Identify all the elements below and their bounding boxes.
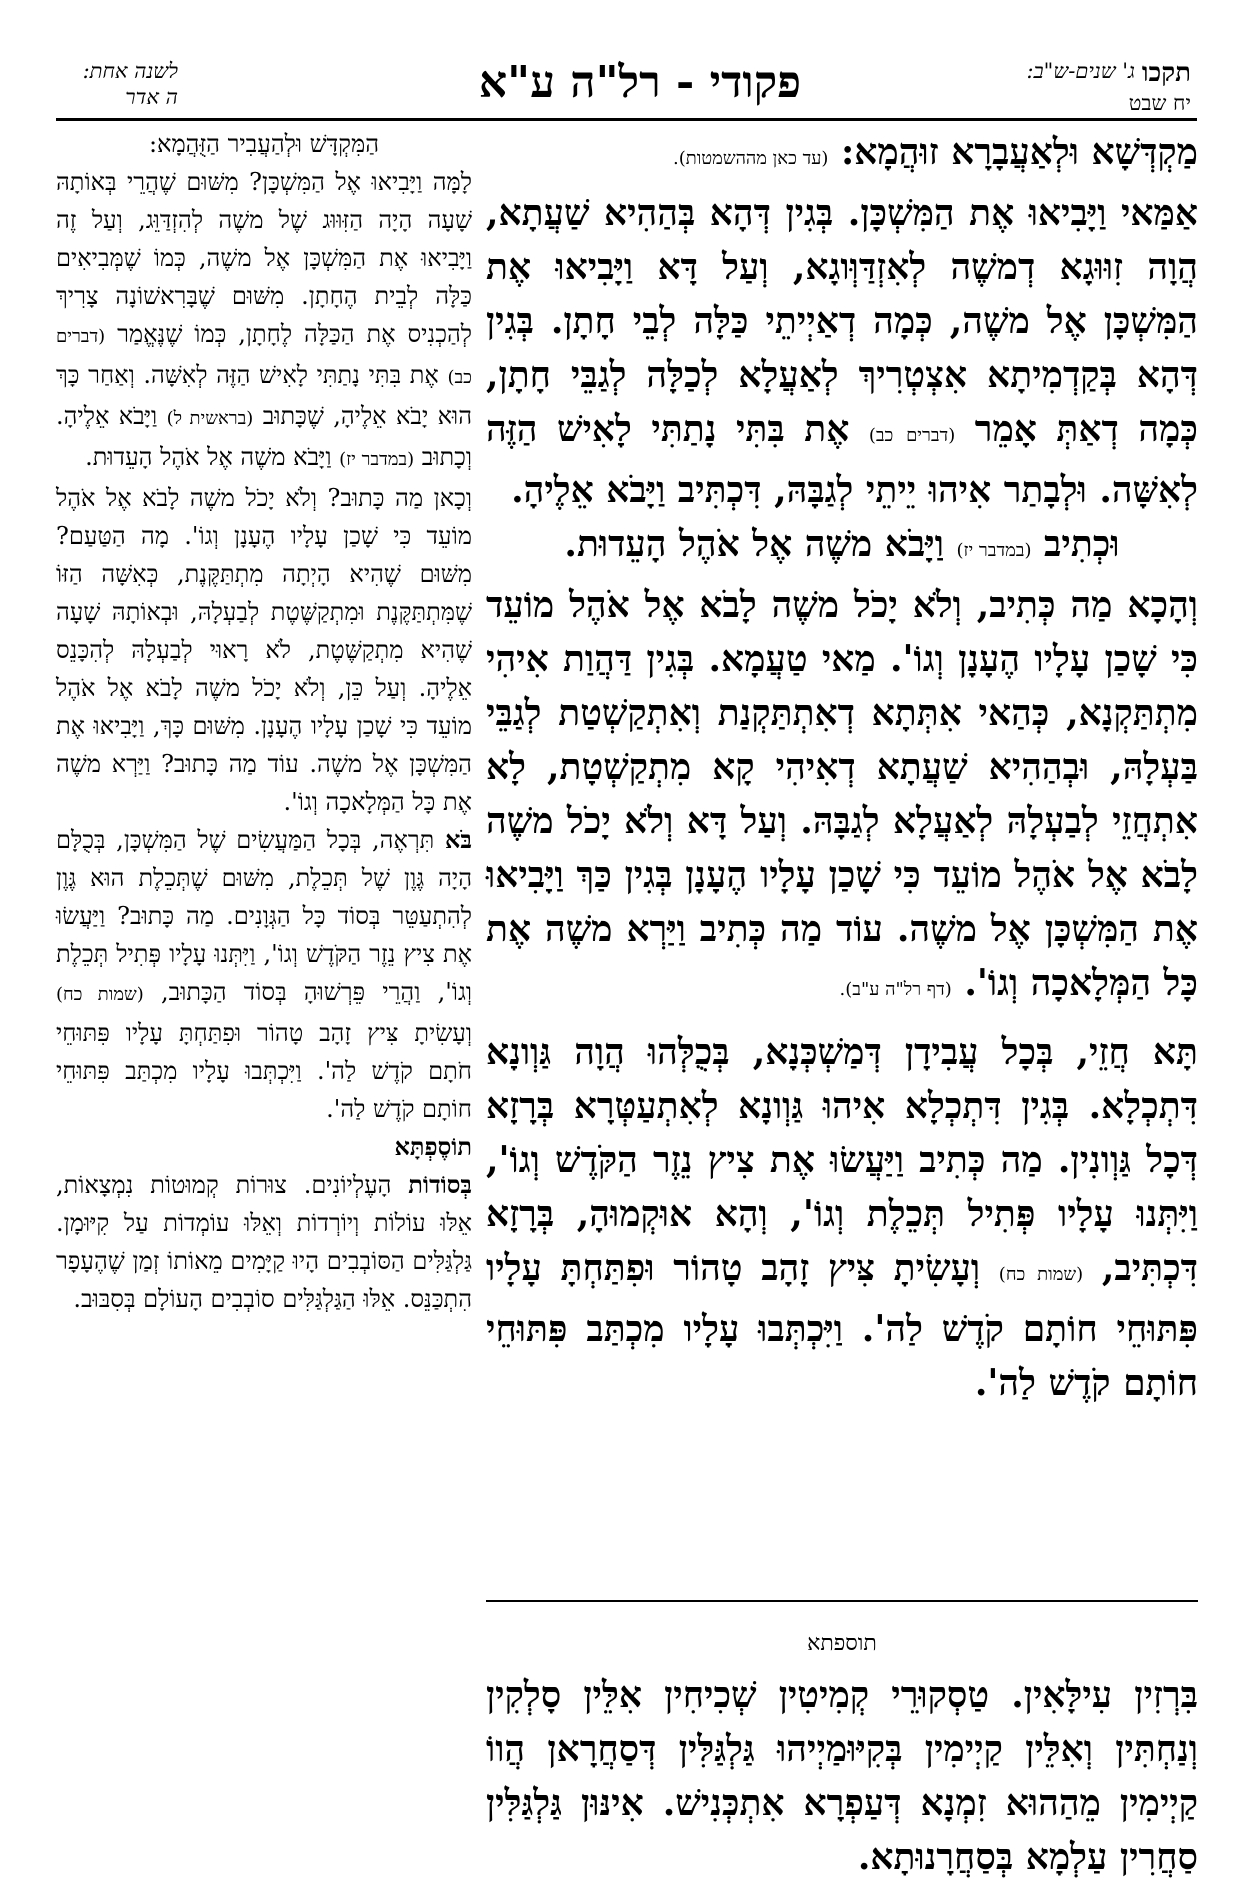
source-ref: (במדבר יז) <box>339 449 415 470</box>
main-paragraph <box>486 186 1198 517</box>
side-text: תִּרְאֶה, בְּכָל הַמַּעֲשִׂים שֶׁל הַמִּשְׁכָּן, בְּכֻלָּם הָיָה גֶּוֶן שֶׁל תְּכֵלֶת, מִשּׁוּם שֶׁתְּכֵלֶת הוּא גֶּוֶן לְהִתְעַטֵּר בְּסוֹד כָּל הַגְּוָנִים. מַה כָּתוּב? וַיַּעֲשׂוּ אֶת צִיץ נֵזֶר הַקֹּדֶשׁ וְגוֹ', וַיִּתְּנוּ עָלָיו פְּתִיל תְּכֵלֶת וְגוֹ', וַהֲרֵי פֵּרְשׁוּהָ בְּסוֹד הַכָּתוּב, <box>56 826 473 1006</box>
side-lead-word: בֹּא <box>445 825 472 854</box>
source-ref: (דברים כב) <box>868 425 956 446</box>
main-text: אַמַּאי וַיָּבִיאוּ אֶת הַמִּשְׁכָּן. בְּגִין דְּהָא בְּהַהִיא שַׁעֲתָא, הֲוָה זִוּוּגָא דְמשֶׁה לְאִזְדַּוְּוגָא, וְעַל דָּא וַיָּבִיאוּ אֶת הַמִּשְׁכָּן אֶל משֶׁה, כְּמָה דְאַיְיתֵי כַּלָּה לְבֵי חָתָן. בְּגִין דְּהָא בְּקַדְמִיתָא אִצְטְרִיךְ לְאַעֲלָא לְכַלָּה לְגַבֵּי חָתָן, כְּמָה דְאַתְּ אָמֵר <box>486 192 1198 450</box>
main-text: אֶת בִּתִּי נָתַתִּי לָאִישׁ הַזֶּה לְאִשָּׁה. וּלְבָתַר אִיהוּ יֵיתֵי לְגַבָּהּ, דִּכְתִּיב וַיָּבֹא אֵלֶיהָ. <box>486 408 1198 511</box>
side-text: וַיָּבֹא אֵלֶיהָ. וְכָתוּב <box>56 402 472 471</box>
side-heading: הַמִּקְדָּשׁ וּלְהַעֲבִיר הַזֻּהֲמָא: <box>148 130 380 158</box>
study-date: ה אדר <box>125 85 178 109</box>
main-text: וּכְתִיב <box>1044 523 1120 565</box>
main-text: וַיָּבֹא משֶׁה אֶל אֹהֶל הָעֵדוּת. <box>564 523 944 565</box>
side-paragraph <box>56 479 472 821</box>
main-text: תָּא חֲזֵי, בְּכָל עֲבִידָן דְּמַשְׁכְּנָא, בְּכֻלְּהוּ הֲוָה גַּוְונָא דִּתְכְלָא. בְּגִין דִּתְכְלָא אִיהוּ גַּוְונָא לְאִתְעַטְּרָא בְּרָזָא דְּכָל גַּוְונִין. מַה כְּתִיב וַיַּעֲשׂוּ אֶת צִיץ נֵזֶר הַקֹּדֶשׁ וְגוֹ', וַיִּתְּנוּ עָלָיו פְּתִיל תְּכֵלֶת וְגוֹ', וְהָא אוּקְמוּהָ, בְּרָזָא דִּכְתִּיב, <box>486 1031 1198 1289</box>
source-ref: (בראשית ל) <box>166 408 254 429</box>
study-schedule <box>58 58 178 110</box>
page-title: פקודי - רל"ה ע"א <box>478 57 802 108</box>
side-tosefta-heading: תוֹסֶפְתָּא <box>394 1132 472 1161</box>
source-ref: (שמות כח) <box>56 984 144 1005</box>
main-paragraph <box>486 578 1198 1017</box>
main-column <box>486 125 1198 1410</box>
main-text: וְהָכָא מַה כְּתִיב, וְלֹא יָכֹל משֶׁה לָבֹא אֶל אֹהֶל מוֹעֵד כִּי שָׁכַן עָלָיו הֶעָנָן וְגוֹ'. מַאי טַעֲמָא. בְּגִין דַּהֲוַת אִיהִי מִתְתַּקְנָא, כְּהַאי אִתְּתָא דְאִתְתַּקְנַת וְאִתְקַשְׁטַת לְגַבֵּי בַּעְלָהּ, וּבְהַהִיא שַׁעֲתָא דְאִיהִי קָא מִתְקַשְׁטָת, לָא אִתְחֲזֵי לְבַעְלָהּ לְאַעֲלָא לְגַבָּהּ. וְעַל דָּא וְלֹא יָכֹל משֶׁה לָבֹא אֶל אֹהֶל מוֹעֵד כִּי שָׁכַן עָלָיו הֶעָנָן בְּגִין כַּךְ וַיָּבִיאוּ אֶת הַמִּשְׁכָּן אֶל משֶׁה. עוֹד מַה כְּתִיב וַיַּרְא משֶׁה אֶת כָּל הַמְּלָאכָה וְגוֹ'. <box>486 584 1198 1004</box>
side-lead-word: בְּסוֹדוֹת <box>408 1170 472 1199</box>
side-text: וְעָשִׂיתָ צִּיץ זָהָב טָהוֹר וּפִתַּחְתָּ עָלָיו פִּתּוּחֵי חֹתָם קֹדֶשׁ לַה'. וַיִּכְתְּבוּ עָלָיו מִכְתַּב פִּתּוּחֵי חוֹתָם קֹדֶשׁ לַה'. <box>56 1019 472 1123</box>
main-paragraph <box>486 125 1198 186</box>
main-text: וְעָשִׂיתָ צִּיץ זָהָב טָהוֹר וּפִתַּחְתָּ עָלָיו פִּתּוּחֵי חוֹתָם קֹדֶשׁ לַה'. וַיִּכְתְּבוּ עָלָיו מִכְתַּב פִּתּוּחֵי חוֹתָם קֹדֶשׁ לַה'. <box>486 1247 1198 1404</box>
main-paragraph <box>486 1025 1198 1410</box>
side-paragraph <box>56 163 472 479</box>
source-ref: (במדבר יז) <box>956 540 1032 561</box>
side-text: וַיָּבֹא משֶׁה אֶל אֹהֶל הָעֵדוּת. <box>85 443 332 471</box>
source-ref: (דברים כב) <box>56 326 472 388</box>
side-paragraph <box>56 1166 472 1318</box>
calendar-date: יח שבט <box>1128 91 1191 115</box>
side-text: הָעֶלְיוֹנִים. צוּרוֹת קְמוּטוֹת נִמְצָאוֹת, אֵלּוּ עוֹלוֹת וְיוֹרְדוֹת וְאֵלּוּ עוֹמְדוֹת עַל קִיּוּמָן. גַּלְגַּלִּים הַסּוֹבְבִים הָיוּ קַיָּמִים מֵאוֹתוֹ זְמַן שֶׁהֶעָפָר הִתְכַּנֵּס. אֵלּוּ הַגַּלְגַּלִּים סוֹבְבִים הָעוֹלָם בְּסִבּוּב. <box>56 1171 472 1313</box>
parsha-reference: ג' שנים-ש"ב: <box>1026 59 1135 83</box>
side-text: לָמָּה וַיָּבִיאוּ אֶל הַמִּשְׁכָּן? מִשּׁוּם שֶׁהֲרֵי בְּאוֹתָהּ שָׁעָה הָיָה הַזִּוּוּג שֶׁל משֶׁה לְהִזְדַּוֵּג, וְעַל זֶה וַיָּבִיאוּ אֶת הַמִּשְׁכָּן אֶל משֶׁה, כְּמוֹ שֶׁמְּבִיאִים כַּלָּה לְבֵית הֶחָתָן. מִשּׁוּם שֶׁבָּרִאשׁוֹנָה צָרִיךְ לְהַכְנִיס אֶת הַכַּלָּה לֶחָתָן, כְּמוֹ שֶׁנֶּאֱמַר <box>56 168 472 348</box>
study-label: לשנה אחת: <box>82 59 178 83</box>
side-text: וְכָאן מַה כָּתוּב? וְלֹא יָכֹל משֶׁה לָבֹא אֶל אֹהֶל מוֹעֵד כִּי שָׁכַן עָלָיו הֶעָנָן וְגוֹ'. מָה הַטַּעַם? מִשּׁוּם שֶׁהִיא הָיְתָה מִתְתַּקֶּנֶת, כְּאִשָּׁה הַזּוֹ שֶׁמִּתְתַּקֶּנֶת וּמִתְקַשֶּׁטֶת לְבַעְלָהּ, וּבְאוֹתָהּ שָׁעָה שֶׁהִיא מִתְקַשֶּׁטֶת, לֹא רָאוּי לְבַעְלָהּ לְהִכָּנֵס אֵלֶיהָ. וְעַל כֵּן, וְלֹא יָכֹל משֶׁה לָבֹא אֶל אֹהֶל מוֹעֵד כִּי שָׁכַן עָלָיו הֶעָנָן. מִשּׁוּם כָּךְ, וַיָּבִיאוּ אֶת הַמִּשְׁכָּן אֶל משֶׁה. עוֹד מַה כָּתוּב? וַיַּרְא משֶׁה אֶת כָּל הַמְּלָאכָה וְגוֹ'. <box>56 484 472 816</box>
side-paragraph <box>56 821 472 1128</box>
side-text: אֶת בִּתִּי נָתַתִּי לָאִישׁ הַזֶּה לְאִשָּׁה. וְאַחַר כָּךְ הוּא יָבֹא אֵלֶיהָ, שֶׁכָּתוּב <box>56 361 473 430</box>
tosefta-label: תוספתא <box>807 1631 877 1656</box>
main-paragraph <box>486 517 1198 578</box>
tosefta-text: בִּרְזִין עִילָּאִין. טַסְקוּרֵי קְמִיטִין שְׁכִיחִין אִלֵּין סָלְקִין וְנַחְתִּין וְאִלֵּין קַיְימִין בְּקִיּוּמַיְיהוּ גַּלְגַּלִּין דְּסַחֲרָאן הֲווֹ קַיְימִין מֵהַהוּא זִמְנָא דְּעַפְרָא אִתְכְּנִישׁ. אִינּוּן גַּלְגַּלִּין סַחֲרִין עַלְמָא בְּסַחֲרָנוּתָא. <box>486 1674 1198 1878</box>
source-ref: (שמות כח) <box>998 1264 1084 1285</box>
tosefta-column <box>486 1668 1198 1884</box>
folio-ref: (דף רל"ה ע"ב). <box>839 979 952 1000</box>
header-rule <box>56 118 1197 121</box>
translation-column <box>56 125 472 1318</box>
source-ref: (עד כאן מההשמטות). <box>672 148 829 169</box>
page-number: תקכו <box>1141 58 1191 88</box>
main-text: מַקְדְּשָׁא וּלְאַעֲבָרָא זוּהֲמָא: <box>841 131 1198 173</box>
tosefta-rule <box>486 1600 1198 1602</box>
